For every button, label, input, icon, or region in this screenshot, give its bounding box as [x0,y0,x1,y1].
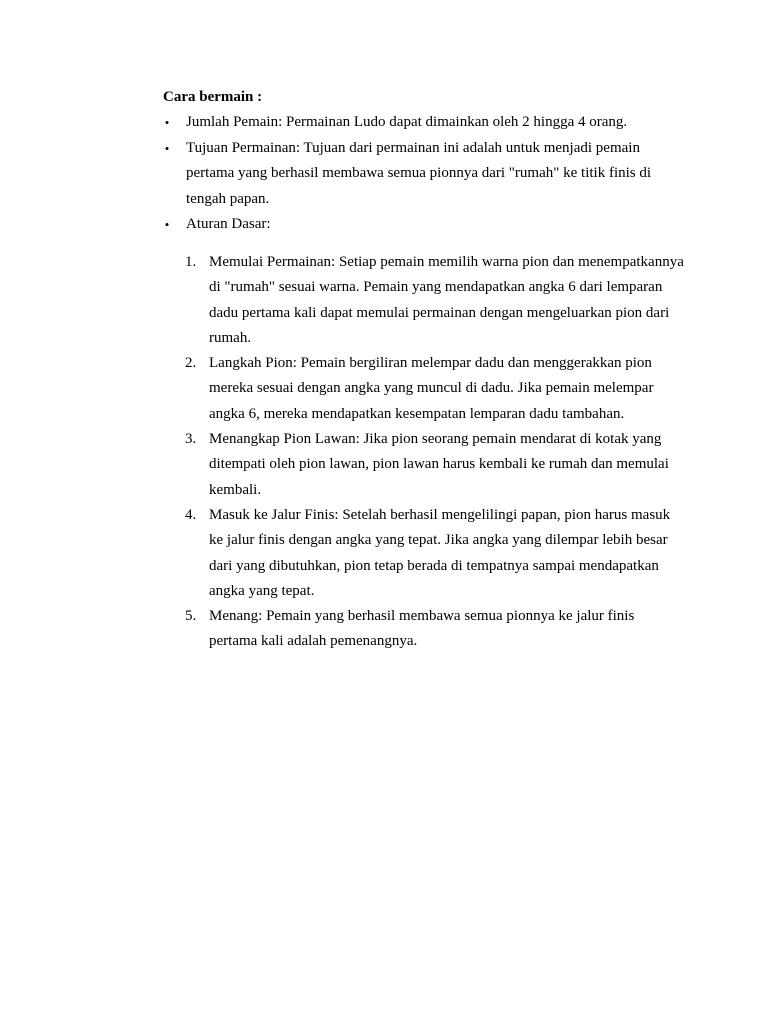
rule-text: Masuk ke Jalur Finis: Setelah berhasil mengelilingi papan, pion harus masuk ke jalur finis dengan angka yang tepat. Jika angka yang dilempar lebih besar dari yang dibutuhkan, pion tetap berada di tempatnya sampai mendapatkan angka yang tepat. [209,506,671,599]
rule-text: Menangkap Pion Lawan: Jika pion seorang pemain mendarat di kotak yang ditempati oleh pion lawan, pion lawan harus kembali ke rumah dan memulai kembali. [209,431,669,498]
numbered-rules-list [185,250,685,655]
rule-number: 5. [185,608,197,625]
section-heading: Cara bermain : [163,89,263,105]
bullet-text: Jumlah Pemain: Permainan Ludo dapat dimainkan oleh 2 hingga 4 orang. [186,114,628,130]
rule-number: 2. [185,355,197,372]
bullet-item [160,136,680,213]
rule-item [185,604,685,655]
rule-number: 4. [185,506,197,523]
bullet-icon: • [164,115,170,130]
bullet-icon: • [164,140,170,156]
rule-item [185,351,685,427]
bullet-list [160,110,680,238]
bullet-item [160,110,680,136]
rule-text: Menang: Pemain yang berhasil membawa semua pionnya ke jalur finis pertama kali adalah pemenangnya. [209,608,635,650]
rule-item [185,427,685,503]
bullet-icon: • [164,217,170,232]
bullet-item [160,212,680,238]
rule-text: Langkah Pion: Pemain bergiliran melempar dadu dan menggerakkan pion mereka sesuai dengan angka yang muncul di dadu. Jika pemain melempar angka 6, mereka mendapatkan kesempatan lemparan dadu tambahan. [209,355,654,422]
bullet-text: Aturan Dasar: [186,216,271,232]
rule-number: 1. [185,254,197,270]
rule-item [185,250,685,351]
rule-number: 3. [185,431,197,448]
bullet-text: Tujuan Permainan: Tujuan dari permainan ini adalah untuk menjadi pemain pertama yang berhasil membawa semua pionnya dari "rumah" ke titik finis di tengah papan. [186,139,652,207]
rule-item [185,503,685,604]
rule-text: Memulai Permainan: Setiap pemain memilih warna pion dan menempatkannya di "rumah" sesuai warna. Pemain yang mendapatkan angka 6 dari lemparan dadu pertama kali dapat memulai permainan dengan mengeluarkan pion dari rumah. [209,254,684,346]
